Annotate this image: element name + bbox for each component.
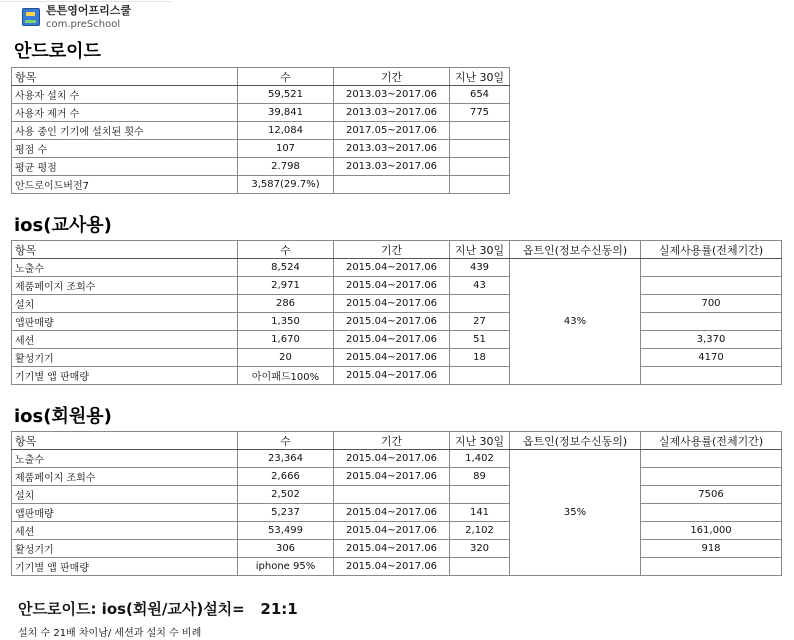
- app-name: 튼튼영어프리스쿨: [46, 4, 132, 17]
- cell-value: [450, 140, 510, 158]
- column-header: 기간: [334, 68, 450, 86]
- cell-value: 654: [450, 86, 510, 104]
- cell-value: 439: [450, 259, 510, 277]
- cell-value: 12,084: [238, 122, 334, 140]
- row-label: 앱판매량: [12, 313, 238, 331]
- cell-value: 2,971: [238, 277, 334, 295]
- table-row: [12, 331, 782, 349]
- cell-value: 107: [238, 140, 334, 158]
- column-header: 항목: [12, 241, 238, 259]
- cell-value: 2017.05~2017.06: [334, 122, 450, 140]
- usage-value: 700: [641, 295, 782, 313]
- usage-value: [641, 450, 782, 468]
- table-row: [12, 158, 510, 176]
- header-row: [12, 68, 510, 86]
- table-row: [12, 122, 510, 140]
- cell-value: [450, 486, 510, 504]
- column-header: 실제사용률(전체기간): [641, 432, 782, 450]
- cell-value: 306: [238, 540, 334, 558]
- table-row: [12, 277, 782, 295]
- column-header: 옵트인(정보수신동의): [510, 432, 641, 450]
- install-ratio-summary: [18, 598, 298, 619]
- cell-value: 5,237: [238, 504, 334, 522]
- optin-rate: 43%: [510, 259, 641, 385]
- cell-value: 23,364: [238, 450, 334, 468]
- cell-value: 286: [238, 295, 334, 313]
- app-package: com.preSchool: [46, 19, 121, 30]
- ios-teacher-table: [11, 240, 782, 385]
- row-label: 기기별 앱 판매량: [12, 558, 238, 576]
- usage-value: 7506: [641, 486, 782, 504]
- cell-value: [450, 122, 510, 140]
- cell-value: [450, 367, 510, 385]
- cell-value: iphone 95%: [238, 558, 334, 576]
- cell-value: 2,502: [238, 486, 334, 504]
- row-label: 활성기기: [12, 540, 238, 558]
- usage-value: 918: [641, 540, 782, 558]
- usage-value: [641, 558, 782, 576]
- cell-value: 2015.04~2017.06: [334, 259, 450, 277]
- column-header: 수: [238, 241, 334, 259]
- usage-value: [641, 259, 782, 277]
- cell-value: 59,521: [238, 86, 334, 104]
- summary-label: 안드로이드: ios(회원/교사)설치=: [18, 600, 245, 618]
- usage-value: 3,370: [641, 331, 782, 349]
- cell-value: 2.798: [238, 158, 334, 176]
- cell-value: 51: [450, 331, 510, 349]
- row-label: 제품페이지 조회수: [12, 468, 238, 486]
- table-row: [12, 104, 510, 122]
- table-row: [12, 349, 782, 367]
- cell-value: 2015.04~2017.06: [334, 540, 450, 558]
- cell-value: 320: [450, 540, 510, 558]
- table-row: [12, 140, 510, 158]
- table-row: [12, 86, 510, 104]
- header-row: [12, 241, 782, 259]
- usage-value: 161,000: [641, 522, 782, 540]
- cell-value: 2015.04~2017.06: [334, 558, 450, 576]
- cell-value: 2,102: [450, 522, 510, 540]
- table-row: [12, 295, 782, 313]
- row-label: 사용 중인 기기에 설치된 횟수: [12, 122, 238, 140]
- cell-value: 18: [450, 349, 510, 367]
- summary-ratio: 21:1: [260, 600, 298, 618]
- cell-value: 20: [238, 349, 334, 367]
- cell-value: 2013.03~2017.06: [334, 140, 450, 158]
- usage-value: [641, 504, 782, 522]
- table-row: [12, 259, 782, 277]
- cell-value: 2,666: [238, 468, 334, 486]
- column-header: 기간: [334, 432, 450, 450]
- cell-value: 775: [450, 104, 510, 122]
- table-row: [12, 468, 782, 486]
- android-table: [11, 67, 510, 194]
- column-header: 지난 30일: [450, 68, 510, 86]
- usage-value: [641, 277, 782, 295]
- column-header: 지난 30일: [450, 241, 510, 259]
- column-header: 수: [238, 432, 334, 450]
- cell-value: 43: [450, 277, 510, 295]
- row-label: 앱판매량: [12, 504, 238, 522]
- ios-member-section-title: ios(회원용): [14, 406, 112, 427]
- optin-rate: 35%: [510, 450, 641, 576]
- cell-value: 8,524: [238, 259, 334, 277]
- cell-value: 2013.03~2017.06: [334, 86, 450, 104]
- row-label: 평점 수: [12, 140, 238, 158]
- usage-value: [641, 367, 782, 385]
- cell-value: [334, 486, 450, 504]
- table-row: [12, 450, 782, 468]
- usage-value: [641, 468, 782, 486]
- row-label: 노출수: [12, 259, 238, 277]
- column-header: 지난 30일: [450, 432, 510, 450]
- row-label: 세션: [12, 331, 238, 349]
- cell-value: 2013.03~2017.06: [334, 104, 450, 122]
- row-label: 제품페이지 조회수: [12, 277, 238, 295]
- table-row: [12, 313, 782, 331]
- cell-value: 1,670: [238, 331, 334, 349]
- cell-value: 2015.04~2017.06: [334, 331, 450, 349]
- usage-value: 4170: [641, 349, 782, 367]
- cell-value: 2013.03~2017.06: [334, 158, 450, 176]
- app-header: [22, 4, 131, 32]
- cell-value: 2015.04~2017.06: [334, 349, 450, 367]
- row-label: 안드로이드버전7: [12, 176, 238, 194]
- cell-value: 1,350: [238, 313, 334, 331]
- cell-value: [450, 176, 510, 194]
- row-label: 사용자 제거 수: [12, 104, 238, 122]
- column-header: 기간: [334, 241, 450, 259]
- table-row: [12, 504, 782, 522]
- ios-teacher-section-title: ios(교사용): [14, 215, 112, 236]
- row-label: 설치: [12, 486, 238, 504]
- cell-value: [450, 158, 510, 176]
- table-row: [12, 367, 782, 385]
- cell-value: 53,499: [238, 522, 334, 540]
- table-row: [12, 176, 510, 194]
- column-header: 항목: [12, 432, 238, 450]
- column-header: 옵트인(정보수신동의): [510, 241, 641, 259]
- cell-value: 2015.04~2017.06: [334, 295, 450, 313]
- cell-value: 39,841: [238, 104, 334, 122]
- column-header: 수: [238, 68, 334, 86]
- row-label: 노출수: [12, 450, 238, 468]
- column-header: 실제사용률(전체기간): [641, 241, 782, 259]
- cell-value: 141: [450, 504, 510, 522]
- cell-value: 2015.04~2017.06: [334, 277, 450, 295]
- cell-value: 27: [450, 313, 510, 331]
- row-label: 기기별 앱 판매량: [12, 367, 238, 385]
- cell-value: 2015.04~2017.06: [334, 450, 450, 468]
- row-label: 세션: [12, 522, 238, 540]
- cell-value: 2015.04~2017.06: [334, 468, 450, 486]
- cell-value: 2015.04~2017.06: [334, 367, 450, 385]
- cell-value: 아이패드100%: [238, 367, 334, 385]
- android-section-title: 안드로이드: [14, 41, 101, 62]
- usage-value: [641, 313, 782, 331]
- row-label: 평균 평점: [12, 158, 238, 176]
- cell-value: 2015.04~2017.06: [334, 313, 450, 331]
- row-label: 설치: [12, 295, 238, 313]
- cell-value: 1,402: [450, 450, 510, 468]
- header-divider: [0, 1, 172, 2]
- cell-value: 2015.04~2017.06: [334, 522, 450, 540]
- column-header: 항목: [12, 68, 238, 86]
- cell-value: [450, 558, 510, 576]
- cell-value: 3,587(29.7%): [238, 176, 334, 194]
- ios-member-table: [11, 431, 782, 576]
- row-label: 활성기기: [12, 349, 238, 367]
- cell-value: 89: [450, 468, 510, 486]
- header-row: [12, 432, 782, 450]
- table-row: [12, 540, 782, 558]
- cell-value: [334, 176, 450, 194]
- cell-value: 2015.04~2017.06: [334, 504, 450, 522]
- row-label: 사용자 설치 수: [12, 86, 238, 104]
- table-row: [12, 522, 782, 540]
- table-row: [12, 558, 782, 576]
- cell-value: [450, 295, 510, 313]
- footnote: 설치 수 21배 차이남/ 세션과 설치 수 비례: [18, 628, 202, 639]
- table-row: [12, 486, 782, 504]
- app-icon: [22, 8, 40, 26]
